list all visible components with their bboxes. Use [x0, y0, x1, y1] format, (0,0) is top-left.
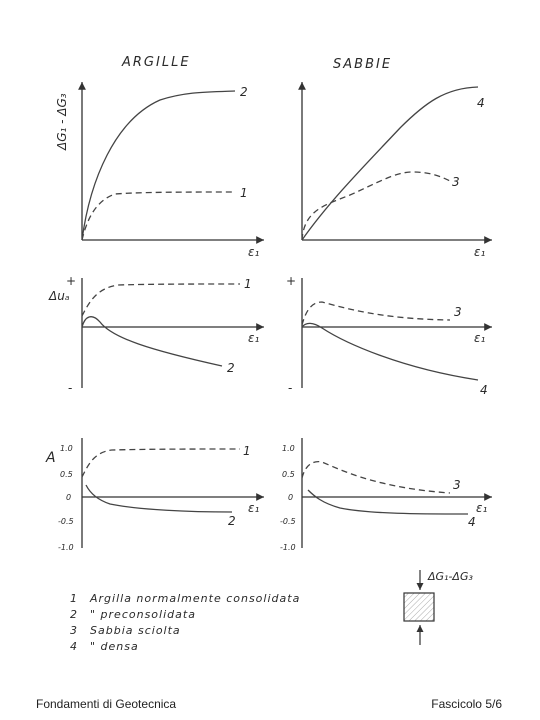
a-tick-left-1: 1.0: [60, 444, 73, 453]
a-tick-left-2: 0.5: [60, 470, 73, 479]
curve-label-3-row1: 3: [452, 175, 460, 189]
strain-label-left-row2: ε₁: [248, 331, 260, 345]
inset-stress-label: ΔG₁-ΔG₃: [428, 570, 473, 583]
a-tick-right-3: 0: [288, 493, 294, 502]
legend-num-1: 1: [70, 592, 77, 605]
curve-label-2-row3: 2: [228, 514, 236, 528]
a-tick-left-5: -1.0: [58, 543, 74, 552]
a-tick-left-3: 0: [66, 493, 72, 502]
plus-sign-left: +: [66, 274, 77, 288]
curve-4-a: [308, 490, 468, 514]
legend-text-1: Argilla normalmente consolidata: [90, 592, 301, 605]
legend-text-2: " preconsolidata: [90, 608, 196, 621]
legend-text-3: Sabbia sciolta: [90, 624, 181, 637]
curve-1-a: [82, 449, 240, 477]
a-axis-label: A: [46, 450, 56, 466]
soil-sample: [404, 593, 434, 621]
minus-sign-right: -: [288, 381, 293, 395]
strain-label-right-row2: ε₁: [474, 331, 486, 345]
pore-axis-label: Δuₐ: [49, 289, 70, 303]
legend-num-3: 3: [70, 624, 77, 637]
footer-issue-number: Fascicolo 5/6: [431, 697, 502, 711]
curve-label-1-row1: 1: [240, 186, 248, 200]
legend-num-4: 4: [70, 640, 77, 653]
curve-label-4-row2: 4: [480, 383, 488, 397]
title-sabbie: SABBIE: [333, 57, 393, 72]
stress-axis-label: ΔG₁ - ΔG₃: [55, 93, 69, 150]
strain-label-left-row3: ε₁: [248, 501, 260, 515]
strain-label-right-row3: ε₁: [476, 501, 488, 515]
curve-4-pore: [302, 323, 478, 380]
curve-4-stress: [302, 87, 478, 240]
curve-2-a: [86, 485, 232, 512]
a-tick-right-2: 0.5: [282, 470, 295, 479]
curve-label-4-row3: 4: [468, 515, 476, 529]
curve-2-stress: [82, 91, 235, 240]
curve-label-3-row3: 3: [453, 478, 461, 492]
curve-label-2-row1: 2: [240, 85, 248, 99]
footer-course-title: Fondamenti di Geotecnica: [36, 697, 177, 711]
curve-label-1-row2: 1: [244, 277, 252, 291]
a-tick-right-5: -1.0: [280, 543, 296, 552]
curve-1-stress: [82, 192, 235, 240]
curve-3-pore: [302, 302, 450, 325]
a-tick-left-4: -0.5: [58, 517, 74, 526]
curve-label-1-row3: 1: [243, 444, 251, 458]
curve-2-pore: [82, 317, 222, 366]
plus-sign-right: +: [286, 274, 297, 288]
title-argille: ARGILLE: [122, 55, 191, 70]
sample-inset: [404, 570, 473, 645]
curve-3-stress: [302, 172, 450, 240]
legend-num-2: 2: [70, 608, 77, 621]
curve-label-2-row2: 2: [227, 361, 235, 375]
legend: [70, 592, 300, 653]
curve-label-3-row2: 3: [454, 305, 462, 319]
strain-label-left-row1: ε₁: [248, 245, 260, 259]
legend-text-4: " densa: [90, 640, 139, 653]
a-tick-right-4: -0.5: [280, 517, 296, 526]
minus-sign-left: -: [68, 381, 73, 395]
curve-3-a: [302, 462, 450, 493]
curve-label-4-row1: 4: [477, 96, 485, 110]
strain-label-right-row1: ε₁: [474, 245, 486, 259]
curve-1-pore: [82, 284, 240, 316]
a-tick-right-1: 1.0: [282, 444, 295, 453]
